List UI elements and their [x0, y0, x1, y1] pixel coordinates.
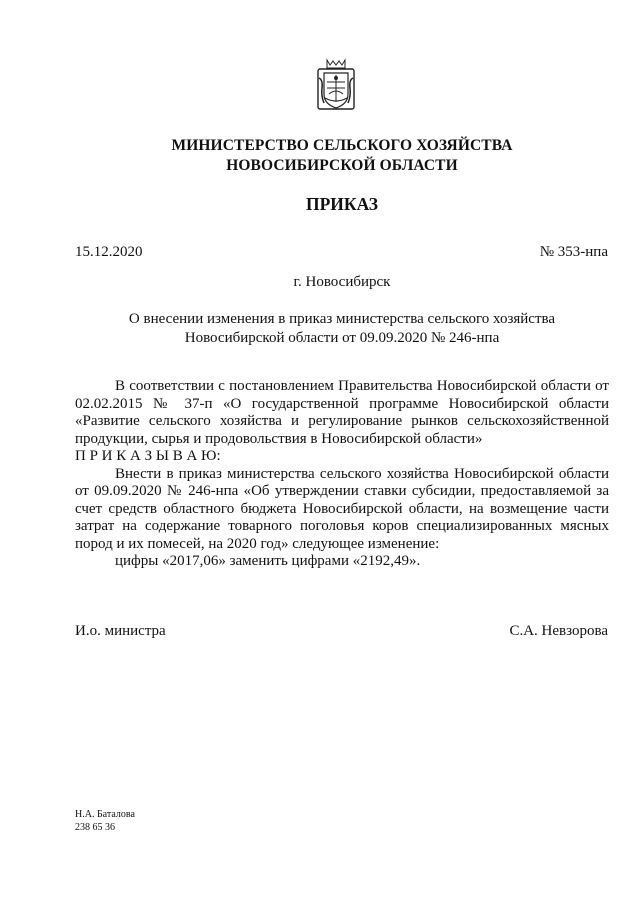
- signatory-title: И.о. министра: [75, 623, 166, 639]
- body-paragraph-order: Внести в приказ министерства сельского хозяйства Новосибирской области от 09.09.2020 № 246-нпа «Об утверждении ставки субсидии, предоставляемой за счет средств областного бюджета Новосибирской области, на возмещение части затрат на содержание товарного поголовья коров специализированных мясных пород и их помесей, на 2020 год» следующее изменение:: [75, 465, 609, 552]
- executor-name: Н.А. Баталова: [75, 809, 135, 820]
- body-paragraph-change: цифры «2017,06» заменить цифрами «2192,49».: [115, 553, 421, 569]
- ministry-name-line2: НОВОСИБИРСКОЙ ОБЛАСТИ: [226, 157, 458, 174]
- signatory-name: С.А. Невзорова: [509, 623, 608, 639]
- ministry-name-line1: МИНИСТЕРСТВО СЕЛЬСКОГО ХОЗЯЙСТВА: [171, 137, 513, 154]
- subject-line1: О внесении изменения в приказ министерства сельского хозяйства: [128, 311, 556, 327]
- executor-phone: 238 65 36: [75, 822, 115, 833]
- executor-footer: [75, 808, 135, 834]
- document-body: [75, 378, 609, 571]
- coat-of-arms-icon: [315, 58, 357, 112]
- document-number: № 353-нпа: [539, 244, 608, 260]
- document-date: 15.12.2020: [75, 244, 143, 260]
- subject-line2: Новосибирской области от 09.09.2020 № 246-нпа: [184, 330, 500, 346]
- body-prikazyvayu: П Р И К А З Ы В А Ю:: [75, 448, 221, 464]
- document-city: г. Новосибирск: [293, 274, 391, 290]
- document-type-title: ПРИКАЗ: [305, 194, 379, 214]
- body-paragraph-basis: В соответствии с постановлением Правительства Новосибирской области от 02.02.2015 № 37-п «О государственной программе Новосибирской области «Развитие сельского хозяйства и регулирование рынков сельскохозяйственной продукции, сырья и продовольствия в Новосибирской области»: [75, 378, 609, 447]
